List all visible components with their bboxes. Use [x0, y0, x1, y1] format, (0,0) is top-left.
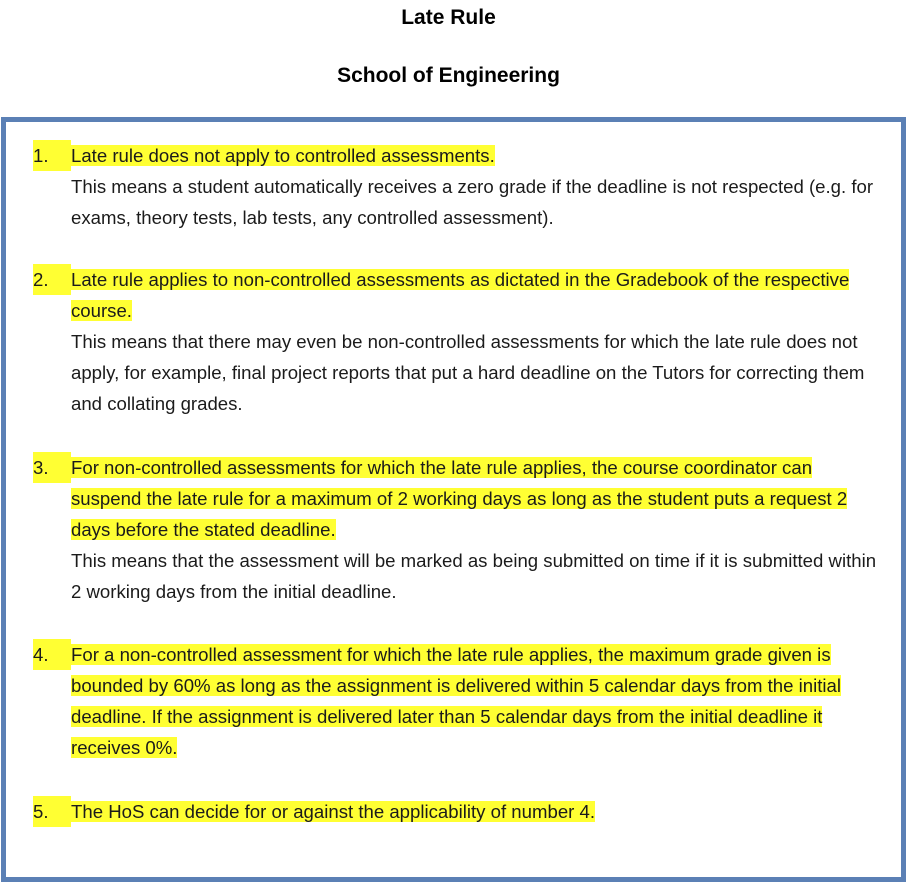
rule-number: 2. [33, 264, 71, 295]
rule-item-1 [33, 140, 883, 233]
rule-number: 4. [33, 639, 71, 670]
rule-explanation: This means that the assessment will be marked as being submitted on time if it is submitted within 2 working days from the initial deadline. [71, 550, 877, 602]
rule-number: 3. [33, 452, 71, 483]
document-title: Late Rule [401, 6, 496, 29]
rule-statement: For non-controlled assessments for which the late rule applies, the course coordinator can suspend the late rule for a maximum of 2 working days as long as the student puts a request 2 days before the stated deadline. [71, 457, 848, 540]
rule-item-3 [33, 452, 883, 607]
rule-item-5 [33, 796, 883, 827]
rule-statement: Late rule applies to non-controlled assessments as dictated in the Gradebook of the respective course. [71, 269, 850, 321]
rule-statement: For a non-controlled assessment for which the late rule applies, the maximum grade given is bounded by 60% as long as the assignment is delivered within 5 calendar days from the initial deadline. If the assignment is delivered later than 5 calendar days from the initial deadline it receives 0%. [71, 644, 842, 758]
rule-statement: The HoS can decide for or against the applicability of number 4. [71, 801, 596, 822]
rule-explanation: This means that there may even be non-controlled assessments for which the late rule does not apply, for example, final project reports that put a hard deadline on the Tutors for correcting them and collating grades. [71, 331, 865, 414]
rule-item-2 [33, 264, 883, 419]
document-subtitle: School of Engineering [337, 64, 560, 87]
rule-number: 1. [33, 140, 71, 171]
rule-item-4 [33, 639, 883, 763]
rule-statement: Late rule does not apply to controlled assessments. [71, 145, 495, 166]
rule-number: 5. [33, 796, 71, 827]
rule-explanation: This means a student automatically receives a zero grade if the deadline is not respected (e.g. for exams, theory tests, lab tests, any controlled assessment). [71, 176, 874, 228]
